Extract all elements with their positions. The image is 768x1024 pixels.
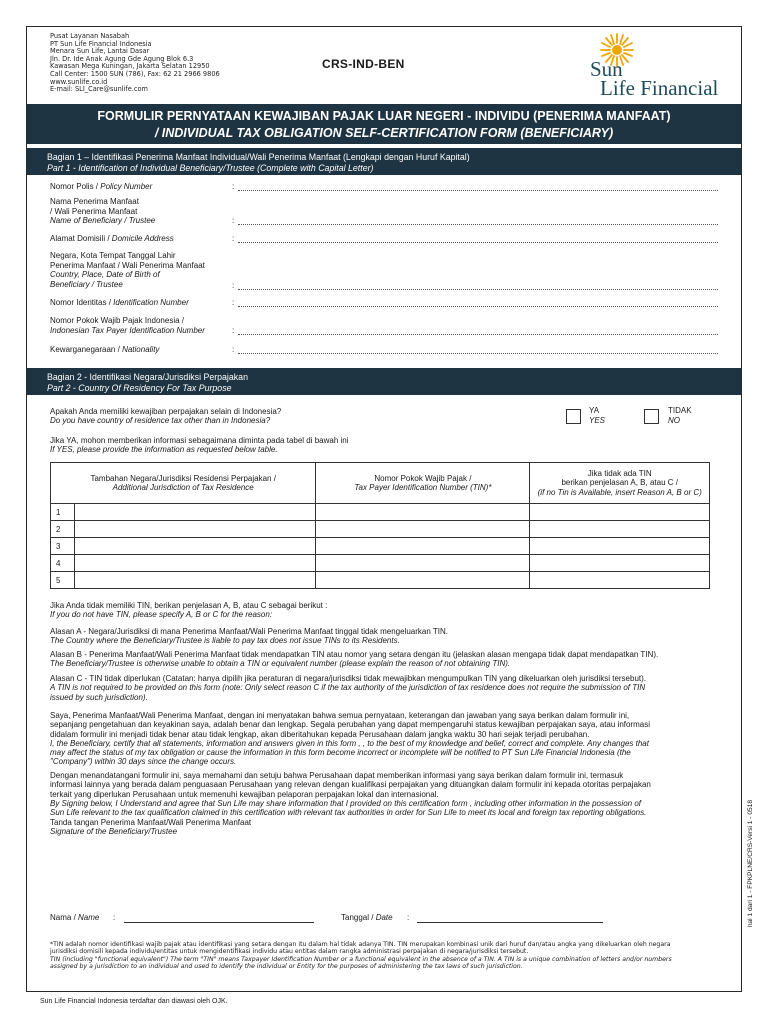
address-line: Jln. Dr. Ide Anak Agung Gde Agung Blok 6.3 bbox=[50, 54, 194, 63]
col-jurisdiction-header: Tambahan Negara/Jurisdiksi Residensi Perpajakan / Additional Jurisdiction of Tax Residence bbox=[51, 463, 316, 504]
birth-info-label: Negara, Kota Tempat Tanggal Lahir Penerima Manfaat / Wali Penerima Manfaat Country, Place, Date of Birth of Beneficiary / Trustee bbox=[50, 251, 205, 289]
contact-address-block bbox=[50, 33, 220, 94]
no-label: TIDAK NO bbox=[668, 406, 692, 425]
colon: : bbox=[232, 326, 235, 335]
reason-a: Alasan A - Negara/Jurisdiksi di mana Penerima Manfaat/Wali Penerima Manfaat tinggal tidak mengeluarkan TIN. The Country where the Beneficiary/Trustee is liable to pay tax does not issue TINs to its Residents. bbox=[50, 627, 448, 646]
form-title-en: / INDIVIDUAL TAX OBLIGATION SELF-CERTIFICATION FORM (BENEFICIARY) bbox=[154, 126, 614, 140]
reason-cell[interactable] bbox=[530, 572, 710, 589]
address-line: PT Sun Life Financial Indonesia bbox=[50, 39, 152, 48]
colon: : bbox=[113, 913, 116, 922]
tin-cell[interactable] bbox=[316, 572, 530, 589]
tin-cell[interactable] bbox=[316, 521, 530, 538]
reason-cell[interactable] bbox=[530, 504, 710, 521]
identity-number-label: Nomor Identitas / Identification Number bbox=[50, 298, 189, 307]
yes-checkbox[interactable] bbox=[566, 409, 581, 424]
form-title-banner bbox=[27, 104, 741, 144]
part1-heading-id: Bagian 1 – Identifikasi Penerima Manfaat Individual/Wali Penerima Manfaat (Lengkapi dengan Huruf Kapital) bbox=[47, 152, 470, 162]
table-row: 4 bbox=[51, 555, 710, 572]
beneficiary-name-label: Nama Penerima Manfaat / Wali Penerima Manfaat Name of Beneficiary / Trustee bbox=[50, 197, 156, 225]
nationality-label: Kewarganegaraan / Nationality bbox=[50, 345, 160, 354]
name-label: Nama / Name bbox=[50, 913, 100, 922]
colon: : bbox=[232, 345, 235, 354]
address-line: Pusat Layanan Nasabah bbox=[50, 32, 130, 40]
identity-number-field[interactable] bbox=[238, 305, 718, 307]
npwp-label: Nomor Pokok Wajib Pajak Indonesia / Indonesian Tax Payer Identification Number bbox=[50, 316, 205, 335]
date-label: Tanggal / Date bbox=[341, 913, 393, 922]
brand-line-2: Life Financial bbox=[600, 76, 719, 100]
side-form-code: hal 1 dari 1 - FPKPLNE/CRS-Versi 1 - 0518 bbox=[747, 800, 754, 928]
reason-cell[interactable] bbox=[530, 555, 710, 572]
reason-intro: Jika Anda tidak memiliki TIN, berikan penjelasan A, B, atau C sebagai berikut : If you do not have TIN, please specify A, B or C for the reason: bbox=[50, 601, 328, 620]
colon: : bbox=[232, 234, 235, 243]
website-link[interactable]: www.sunlife.co.id bbox=[50, 77, 108, 86]
part2-heading-id: Bagian 2 - Identifikasi Negara/Jurisdiksi Perpajakan bbox=[47, 372, 248, 382]
domicile-address-field[interactable] bbox=[238, 241, 718, 243]
tax-question: Apakah Anda memiliki kewajiban perpajakan selain di Indonesia? Do you have country of residence tax other than in Indonesia? bbox=[50, 407, 282, 426]
address-line: Kawasan Mega Kuningan, Jakarta Selatan 12950 bbox=[50, 62, 210, 71]
reason-c: Alasan C - TIN tidak diperlukan (Catatan: hanya dipilih jika peraturan di negara/jurisdiksi tidak mewajibkan mengumpulkan TIN yang dikeluarkan oleh jurisdiksi tersebut). A TIN is not required to be provided on this form (note: Only select reason C if the tax authority of the jurisdiction of tax residence does not require the submission of TIN issued by such jurisdiction). bbox=[50, 674, 647, 702]
tin-footnote: *TIN adalah nomor identifikasi wajib pajak atau identifikasi yang setara dengan itu dalam hal tidak adanya TIN. TIN merupakan kombinasi unik dari huruf dan/atau angka yang dikeluarkan oleh negara jurisdiksi domisili kepada individu/entitas untuk mengidentifikasi individu atau entitas dalam rangka administrasi perpajakan di negara/jurisdiksi tersebut. TIN (including "functional equivalent") The term "TIN" means Taxpayer Identification Number or a functional equivalent in the absence of a TIN. A TIN is a unique combination of letters and/or numbers assigned by a jurisdiction to an individual and used to identify the individual or Entity for the purposes of administering the tax laws of such jurisdiction. bbox=[50, 941, 672, 971]
yes-label: YA YES bbox=[589, 406, 606, 425]
colon: : bbox=[232, 281, 235, 290]
tin-cell[interactable] bbox=[316, 555, 530, 572]
brand-name bbox=[590, 57, 740, 100]
colon: : bbox=[232, 216, 235, 225]
nationality-field[interactable] bbox=[238, 352, 718, 354]
form-code: CRS-IND-BEN bbox=[322, 57, 405, 71]
tin-cell[interactable] bbox=[316, 538, 530, 555]
address-line: Call Center: 1500 SUN (786), Fax: 62 21 2966 9806 bbox=[50, 69, 220, 78]
no-checkbox[interactable] bbox=[644, 409, 659, 424]
domicile-address-label: Alamat Domisili / Domicile Address bbox=[50, 234, 174, 243]
jurisdiction-cell[interactable] bbox=[75, 504, 316, 521]
jurisdiction-cell[interactable] bbox=[75, 538, 316, 555]
colon: : bbox=[232, 298, 235, 307]
part1-heading-en: Part 1 - Identification of Individual Beneficiary/Trustee (Complete with Capital Letter) bbox=[47, 163, 374, 173]
reason-cell[interactable] bbox=[530, 521, 710, 538]
brand-line-1: Sun bbox=[590, 57, 623, 81]
beneficiary-name-field[interactable] bbox=[238, 223, 718, 225]
policy-number-field[interactable] bbox=[238, 189, 718, 191]
birth-info-field[interactable] bbox=[238, 288, 718, 290]
consent-paragraph: Dengan menandatangani formulir ini, saya memahami dan setuju bahwa Perusahaan dapat memberikan informasi yang saya berikan dalam formulir ini, termasuk informasi lainnya yang berada dalam penguasaan Perusahaan yang relevan dengan kualifikasi perpajakan yang dituangkan dalam formulir ini kepada otoritas perpajakan terkait yang diperlukan Perusahaan untuk memenuhi kewajiban pelaporan perpajakan lokal dan internasional. By Signing below, I Understand and agree that Sun Life may share information that I provided on this certification form , including other information in the possession of Sun Life relevant to the tax qualification claimed in this certification with relevant tax authorities in order for Sun Life to meet its local and foreign tax reporting obligations. bbox=[50, 771, 651, 818]
form-title-id: FORMULIR PERNYATAAN KEWAJIBAN PAJAK LUAR NEGERI - INDIVIDU (PENERIMA MANFAAT) bbox=[97, 109, 671, 123]
declaration-paragraph: Saya, Penerima Manfaat/Wali Penerima Manfaat, dengan ini menyatakan bahwa semua pernyataan, keterangan dan jawaban yang saya berikan dalam formulir ini, sepanjang pengetahuan dan keyakinan saya, adalah benar dan lengkap. Segala perubahan yang dapat mempengaruhi status kewajiban perpajakan saya, atau informasi didalam formulir ini menjadi tidak benar atau tidak lengkap, akan diberitahukan kepada Perusahaan dalam jangka waktu 30 hari sejak terjadi perubahan. I, the Beneficiary, certify that all statements, information and answers given in this form , , to the best of my knowledge and belief, correct and complete. Any changes that may affect the status of my tax obligation or cause the information in this form become incorrect or incomplete will be notified to PT Sun Life Financial Indonesia (the "Company") within 30 days since the change occurs. bbox=[50, 711, 650, 767]
reason-b: Alasan B - Penerima Manfaat/Wali Penerima Manfaat tidak mendapatkan TIN atau nomor yang setara dengan itu (jelaskan alasan mengapa tidak dapat mendapatkan TIN). The Beneficiary/Trustee is otherwise unable to obtain a TIN or equivalent number (please explain the reason of not obtaining TIN). bbox=[50, 650, 659, 669]
signature-label: Tanda tangan Penerima Manfaat/Wali Penerima Manfaat Signature of the Beneficiary/Trustee bbox=[50, 818, 252, 837]
colon: : bbox=[232, 182, 235, 191]
reason-cell[interactable] bbox=[530, 538, 710, 555]
jurisdiction-cell[interactable] bbox=[75, 521, 316, 538]
colon: : bbox=[407, 913, 410, 922]
table-row: 2 bbox=[51, 521, 710, 538]
part2-heading-en: Part 2 - Country Of Residency For Tax Purpose bbox=[47, 383, 232, 393]
address-line: Menara Sun Life, Lantai Dasar bbox=[50, 47, 150, 56]
part1-heading bbox=[27, 148, 741, 175]
email-link[interactable]: E-mail: SLI_Care@sunlife.com bbox=[50, 85, 148, 94]
part2-heading bbox=[27, 368, 741, 395]
ojk-note: Sun Life Financial Indonesia terdaftar dan diawasi oleh OJK. bbox=[40, 998, 228, 1005]
name-field[interactable] bbox=[124, 921, 314, 923]
col-reason-header: Jika tidak ada TIN berikan penjelasan A, B, atau C / (if no Tin is Available, insert Reason A, B or C) bbox=[530, 463, 710, 504]
jurisdiction-cell[interactable] bbox=[75, 555, 316, 572]
table-row: 1 bbox=[51, 504, 710, 521]
col-tin-header: Nomor Pokok Wajib Pajak / Tax Payer Identification Number (TIN)* bbox=[316, 463, 530, 504]
tax-jurisdiction-table bbox=[50, 462, 710, 589]
date-field[interactable] bbox=[417, 921, 603, 923]
table-instruction: Jika YA, mohon memberikan informasi sebagaimana diminta pada tabel di bawah ini If YES, please provide the information as requested below table. bbox=[50, 436, 349, 455]
table-row: 5 bbox=[51, 572, 710, 589]
npwp-field[interactable] bbox=[238, 333, 718, 335]
table-row: 3 bbox=[51, 538, 710, 555]
jurisdiction-cell[interactable] bbox=[75, 572, 316, 589]
policy-number-label: Nomor Polis / Policy Number bbox=[50, 182, 153, 191]
tin-cell[interactable] bbox=[316, 504, 530, 521]
